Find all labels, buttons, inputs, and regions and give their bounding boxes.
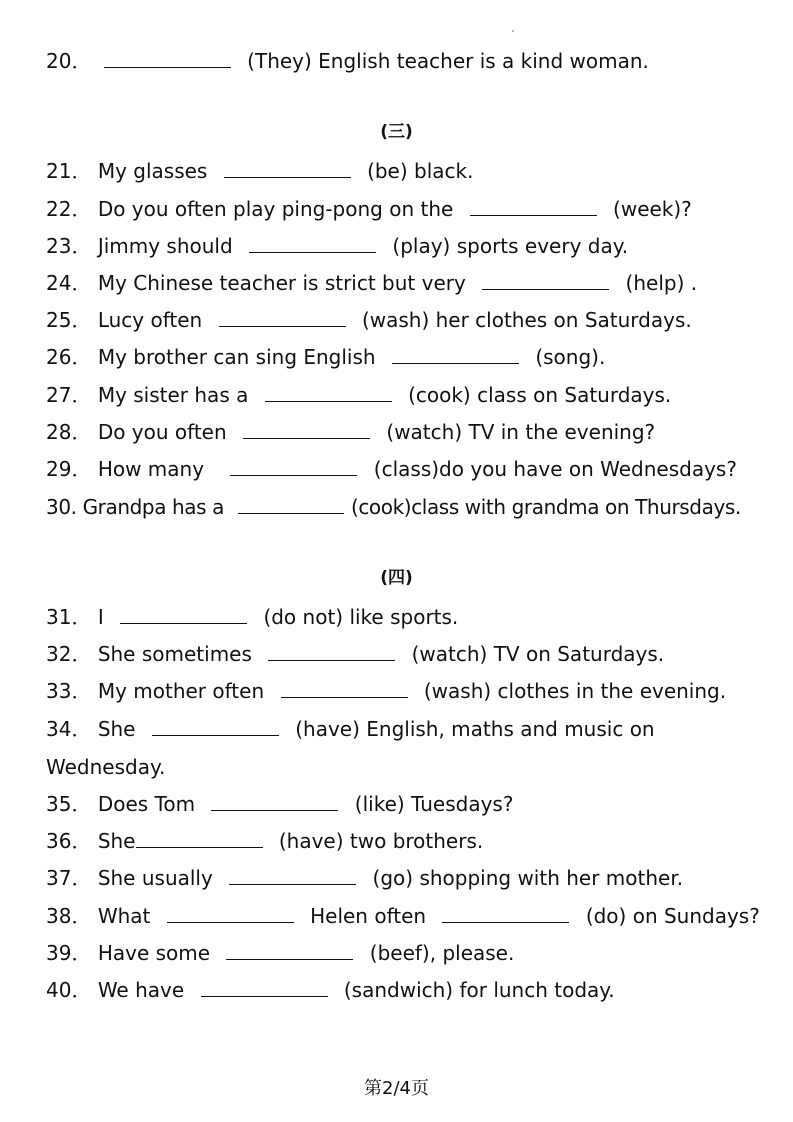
question-text: (help) . <box>625 271 698 295</box>
question-34-continued: Wednesday. <box>46 755 166 779</box>
question-text: She <box>97 829 136 853</box>
stray-dot <box>512 30 514 32</box>
question-35 <box>46 792 513 816</box>
question-number: 28． <box>46 420 92 444</box>
question-number: 31． <box>46 605 92 629</box>
answer-blank[interactable] <box>268 642 395 661</box>
answer-blank[interactable] <box>226 941 353 960</box>
section-heading-three: (三) <box>380 122 413 142</box>
question-28 <box>46 420 655 444</box>
question-text: Helen often <box>310 904 427 928</box>
question-text: Does Tom <box>97 792 196 816</box>
answer-blank[interactable] <box>224 159 351 178</box>
question-22 <box>46 197 692 221</box>
answer-blank[interactable] <box>201 978 328 997</box>
answer-blank[interactable] <box>281 679 408 698</box>
answer-blank[interactable] <box>470 197 597 216</box>
question-number: 24． <box>46 271 92 295</box>
question-text: Grandpa has a <box>82 495 224 519</box>
question-text: (wash) her clothes on Saturdays. <box>361 308 692 332</box>
page-number: 第2/4页 <box>364 1078 429 1099</box>
question-text: (They) English teacher is a kind woman. <box>247 49 649 73</box>
question-text: Jimmy should <box>97 234 233 258</box>
question-27 <box>46 383 671 407</box>
question-text: (do) on Sundays? <box>585 904 760 928</box>
question-text: Have some <box>97 941 211 965</box>
answer-blank[interactable] <box>392 345 519 364</box>
question-number: 25． <box>46 308 92 332</box>
question-text: She sometimes <box>97 642 252 666</box>
answer-blank[interactable] <box>229 866 356 885</box>
answer-blank[interactable] <box>211 792 338 811</box>
question-text: (like) Tuesdays? <box>354 792 514 816</box>
question-text: My brother can sing English <box>97 345 376 369</box>
question-text: She <box>97 717 136 741</box>
answer-blank[interactable] <box>136 829 263 848</box>
question-text: How many <box>97 457 205 481</box>
question-36 <box>46 829 483 853</box>
question-text: My sister has a <box>97 383 249 407</box>
question-text: (have) two brothers. <box>278 829 484 853</box>
question-text: (beef), please. <box>369 941 515 965</box>
question-text: My mother often <box>97 679 265 703</box>
answer-blank[interactable] <box>152 717 279 736</box>
question-number: 32． <box>46 642 92 666</box>
question-text: (watch) TV on Saturdays. <box>411 642 665 666</box>
question-number: 26． <box>46 345 92 369</box>
question-32 <box>46 642 664 666</box>
question-text: I <box>97 605 104 629</box>
question-24 <box>46 271 697 295</box>
question-text: (class)do you have on Wednesdays? <box>373 457 737 481</box>
question-30 <box>46 495 741 519</box>
question-text: (watch) TV in the evening? <box>386 420 656 444</box>
question-text: Do you often <box>97 420 227 444</box>
question-text: (play) sports every day. <box>392 234 629 258</box>
section-heading-four: (四) <box>380 568 413 588</box>
answer-blank[interactable] <box>230 457 357 476</box>
question-40 <box>46 978 615 1002</box>
question-text: (wash) clothes in the evening. <box>423 679 727 703</box>
question-34 <box>46 717 655 741</box>
question-text: (sandwich) for lunch today. <box>343 978 615 1002</box>
question-number: 29． <box>46 457 92 481</box>
question-text: Lucy often <box>97 308 203 332</box>
question-text: (cook) class on Saturdays. <box>408 383 672 407</box>
question-number: 27． <box>46 383 92 407</box>
question-text: She usually <box>97 866 213 890</box>
question-number: 30. <box>46 495 77 519</box>
question-text: (cook)class with grandma on Thursdays. <box>350 495 741 519</box>
question-text: (do not) like sports. <box>263 605 459 629</box>
question-text: (go) shopping with her mother. <box>372 866 684 890</box>
answer-blank[interactable] <box>249 234 376 253</box>
answer-blank[interactable] <box>442 904 569 923</box>
answer-blank[interactable] <box>219 308 346 327</box>
question-37 <box>46 866 683 890</box>
question-number: 35． <box>46 792 92 816</box>
question-text: (have) English, maths and music on <box>295 717 655 741</box>
question-text: (week)? <box>613 197 692 221</box>
answer-blank[interactable] <box>238 495 344 514</box>
answer-blank[interactable] <box>482 271 609 290</box>
question-20 <box>46 49 649 73</box>
answer-blank[interactable] <box>167 904 294 923</box>
question-text: Do you often play ping-pong on the <box>97 197 454 221</box>
question-number: 21． <box>46 159 92 183</box>
answer-blank[interactable] <box>104 49 231 68</box>
question-25 <box>46 308 692 332</box>
question-number: 20． <box>46 49 92 73</box>
question-text: (song). <box>535 345 606 369</box>
question-26 <box>46 345 605 369</box>
question-21 <box>46 159 473 183</box>
question-number: 40． <box>46 978 92 1002</box>
question-number: 37． <box>46 866 92 890</box>
question-text: We have <box>97 978 185 1002</box>
question-number: 39． <box>46 941 92 965</box>
question-38 <box>46 904 760 928</box>
question-33 <box>46 679 726 703</box>
answer-blank[interactable] <box>120 605 247 624</box>
question-29 <box>46 457 737 481</box>
question-39 <box>46 941 514 965</box>
question-text: My Chinese teacher is strict but very <box>97 271 466 295</box>
answer-blank[interactable] <box>243 420 370 439</box>
question-number: 33． <box>46 679 92 703</box>
question-text: (be) black. <box>367 159 474 183</box>
question-23 <box>46 234 628 258</box>
answer-blank[interactable] <box>265 383 392 402</box>
question-number: 34． <box>46 717 92 741</box>
question-number: 22． <box>46 197 92 221</box>
question-number: 38． <box>46 904 92 928</box>
question-text: What <box>97 904 151 928</box>
question-31 <box>46 605 458 629</box>
question-text: My glasses <box>97 159 208 183</box>
question-number: 36． <box>46 829 92 853</box>
question-number: 23． <box>46 234 92 258</box>
